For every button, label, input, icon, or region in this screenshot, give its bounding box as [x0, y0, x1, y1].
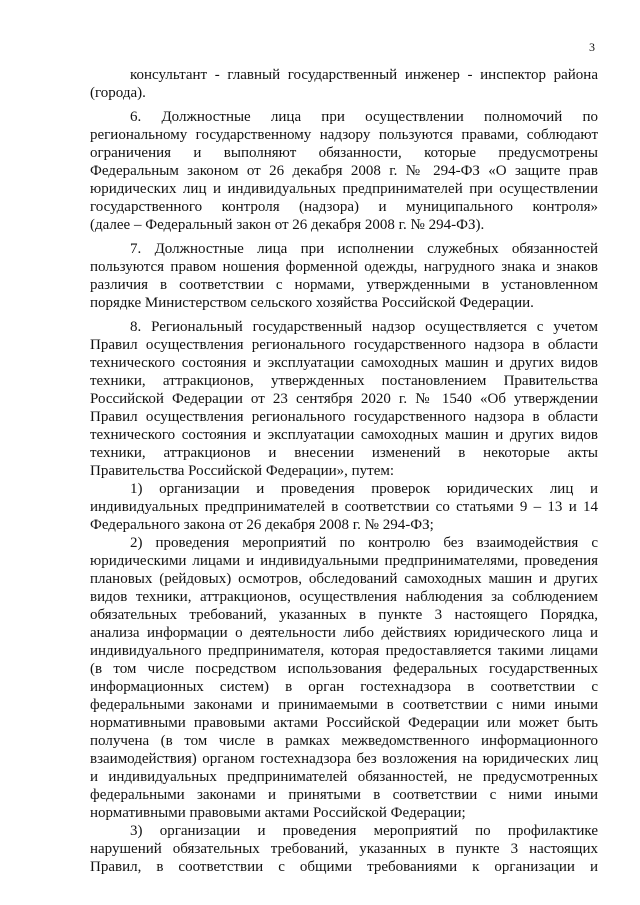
paragraph-line: юридических лиц и индивидуальных предпринимателей при осуществлении [90, 181, 598, 197]
paragraph-line: обязательных требований, указанных в пункте 3 настоящего Порядка, [90, 607, 598, 623]
document-body [90, 66, 598, 876]
paragraph-line: 6. Должностные лица при осуществлении полномочий по [130, 109, 598, 125]
paragraph-line: нормативными правовыми актами Российской Федерации или может быть [90, 715, 598, 731]
paragraph-line: пользуются правом ношения форменной одежды, нагрудного знака и знаков [90, 259, 598, 275]
paragraph [90, 66, 598, 102]
paragraph-line: 7. Должностные лица при исполнении служебных обязанностей [130, 241, 598, 257]
paragraph-line: 3) организации и проведения мероприятий по профилактике [130, 823, 598, 839]
paragraph-line: Федерального закона от 26 декабря 2008 г. № 294-ФЗ; [90, 517, 434, 533]
paragraph-line: взаимодействия) органом гостехнадзора без возложения на юридических лиц [90, 751, 598, 767]
paragraph-line: консультант - главный государственный инженер - инспектор района [130, 67, 598, 83]
paragraph-line: индивидуального предпринимателя, которая предоставляется такими лицами [90, 643, 598, 659]
paragraph-line: юридическими лицами и индивидуальными предпринимателями, проведения [90, 553, 598, 569]
paragraph-line: различия в соответствии с нормами, утвержденными в установленном [90, 277, 598, 293]
paragraph-line: информационных систем) в орган гостехнадзора в соответствии с [90, 679, 598, 695]
paragraph-line: Правил осуществления регионального государственного надзора в области [90, 337, 598, 353]
paragraph-line: 1) организации и проведения проверок юридических лиц и [130, 481, 598, 497]
paragraph-line: (далее – Федеральный закон от 26 декабря 2008 г. № 294-ФЗ). [90, 217, 485, 233]
paragraph-line: Российской Федерации от 23 сентября 2020 г. № 1540 «Об утверждении [90, 391, 598, 407]
paragraph-line: Федеральным законом от 26 декабря 2008 г. № 294-ФЗ «О защите прав [90, 163, 598, 179]
paragraph-line: и индивидуальных предпринимателей обязанностей, не предусмотренных [90, 769, 598, 785]
paragraph [90, 480, 598, 534]
paragraph-line: (в том числе посредством использования федеральных государственных [90, 661, 598, 677]
paragraph-line: (города). [90, 85, 146, 101]
paragraph [90, 108, 598, 234]
paragraph [90, 240, 598, 312]
paragraph-line: получена (в том числе в рамках межведомственного информационного [90, 733, 598, 749]
paragraph-line: техники, аттракционов, утвержденных постановлением Правительства [90, 373, 598, 389]
paragraph-line: нарушений обязательных требований, указанных в пункте 3 настоящих [90, 841, 598, 857]
paragraph-line: региональному государственному надзору пользуются правами, соблюдают [90, 127, 598, 143]
paragraph-line: плановых (рейдовых) осмотров, обследований самоходных машин и других [90, 571, 598, 587]
page-number: 3 [589, 40, 595, 54]
paragraph-line: анализа информации о деятельности либо действиях юридического лица и [90, 625, 598, 641]
paragraph-line: Правительства Российской Федерации», путем: [90, 463, 395, 479]
paragraph-line: индивидуальных предпринимателей в соответствии со статьями 9 – 13 и 14 [90, 499, 598, 515]
paragraph-line: технического состояния и эксплуатации самоходных машин и других видов [90, 427, 598, 443]
paragraph [90, 318, 598, 480]
paragraph [90, 822, 598, 876]
paragraph [90, 534, 598, 822]
paragraph-line: технического состояния и эксплуатации самоходных машин и других видов [90, 355, 598, 371]
paragraph-line: видов техники, аттракционов, осуществления наблюдения за соблюдением [90, 589, 598, 605]
paragraph-line: ограничения и выполняют обязанности, которые предусмотрены [90, 145, 598, 161]
paragraph-line: федеральными законами и принятыми в соответствии с ними иными [90, 787, 598, 803]
paragraph-line: государственного контроля (надзора) и муниципального контроля» [90, 199, 598, 215]
paragraph-line: 8. Региональный государственный надзор осуществляется с учетом [130, 319, 598, 335]
paragraph-line: порядке Министерством сельского хозяйства Российской Федерации. [90, 295, 534, 311]
paragraph-line: Правил осуществления регионального государственного надзора в области [90, 409, 598, 425]
paragraph-line: 2) проведения мероприятий по контролю без взаимодействия с [130, 535, 598, 551]
paragraph-line: техники, аттракционов и внесении изменений в некоторые акты [90, 445, 598, 461]
paragraph-line: нормативными правовыми актами Российской Федерации; [90, 805, 466, 821]
paragraph-line: федеральными законами и принимаемыми в соответствии с ними иными [90, 697, 598, 713]
paragraph-line: Правил, в соответствии с общими требованиями к организации и [90, 859, 598, 875]
